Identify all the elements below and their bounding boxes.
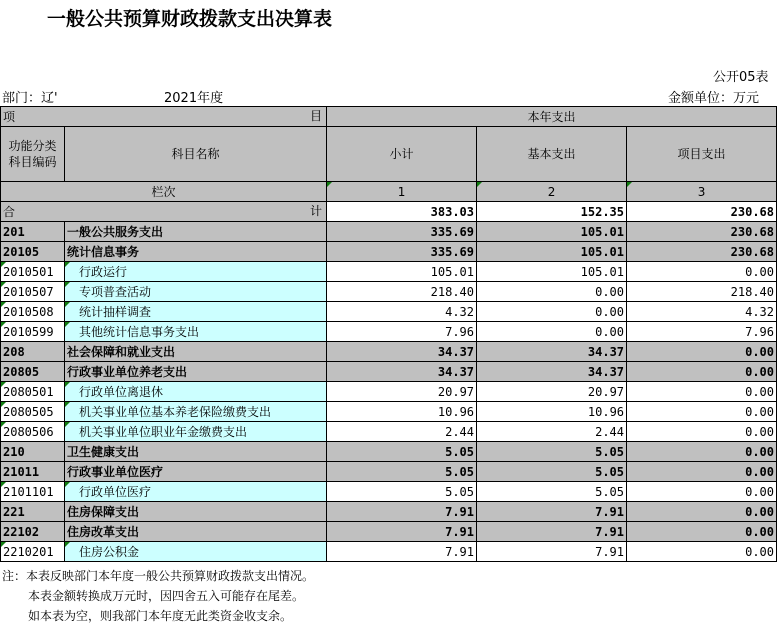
row-name: 专项普查活动 (65, 282, 327, 302)
column-order-2: 2 (477, 182, 627, 202)
row-basic: 105.01 (477, 262, 627, 282)
row-code: 221 (1, 502, 65, 522)
row-basic: 105.01 (477, 242, 627, 262)
header-row-2 (1, 127, 777, 182)
row-basic: 5.05 (477, 482, 627, 502)
note-3: 如本表为空，则我部门本年度无此类资金收支余。 (28, 609, 293, 623)
current-expense-header: 本年支出 (327, 107, 777, 127)
total-subtotal: 383.03 (327, 202, 477, 222)
row-project: 0.00 (627, 362, 777, 382)
row-project: 0.00 (627, 542, 777, 562)
row-subtotal: 2.44 (327, 422, 477, 442)
row-code: 2080501 (1, 382, 65, 402)
row-basic: 20.97 (477, 382, 627, 402)
page-title: 一般公共预算财政拨款支出决算表 (47, 8, 333, 30)
row-basic: 7.91 (477, 502, 627, 522)
row-code: 2010599 (1, 322, 65, 342)
row-name: 社会保障和就业支出 (65, 342, 327, 362)
row-subtotal: 335.69 (327, 222, 477, 242)
department-label: 部门：辽' (2, 91, 58, 106)
row-subtotal: 7.91 (327, 522, 477, 542)
row-subtotal: 7.96 (327, 322, 477, 342)
table-row (1, 522, 777, 542)
item-header-right: 目 (310, 109, 323, 123)
row-subtotal: 5.05 (327, 442, 477, 462)
row-subtotal: 4.32 (327, 302, 477, 322)
row-basic: 7.91 (477, 522, 627, 542)
row-subtotal: 5.05 (327, 462, 477, 482)
row-code: 21011 (1, 462, 65, 482)
row-name: 其他统计信息事务支出 (65, 322, 327, 342)
table-row (1, 222, 777, 242)
row-basic: 5.05 (477, 462, 627, 482)
form-number: 公开05表 (713, 70, 769, 85)
row-subtotal: 105.01 (327, 262, 477, 282)
row-name: 机关事业单位职业年金缴费支出 (65, 422, 327, 442)
row-project: 218.40 (627, 282, 777, 302)
row-basic: 5.05 (477, 442, 627, 462)
total-label-right: 计 (310, 204, 323, 218)
subtotal-column-header: 小计 (327, 127, 477, 182)
row-basic: 34.37 (477, 342, 627, 362)
row-basic: 0.00 (477, 282, 627, 302)
row-code: 210 (1, 442, 65, 462)
total-basic: 152.35 (477, 202, 627, 222)
table-row (1, 542, 777, 562)
row-name: 行政运行 (65, 262, 327, 282)
row-code: 208 (1, 342, 65, 362)
item-header-left: 项 (3, 109, 16, 124)
row-project: 230.68 (627, 222, 777, 242)
row-name: 行政单位医疗 (65, 482, 327, 502)
row-code: 2210201 (1, 542, 65, 562)
row-subtotal: 7.91 (327, 502, 477, 522)
expenditure-table (0, 106, 777, 562)
row-project: 0.00 (627, 382, 777, 402)
row-code: 201 (1, 222, 65, 242)
row-project: 4.32 (627, 302, 777, 322)
column-order-row (1, 182, 777, 202)
row-basic: 2.44 (477, 422, 627, 442)
table-row (1, 282, 777, 302)
row-basic: 0.00 (477, 322, 627, 342)
column-order-1: 1 (327, 182, 477, 202)
row-project: 230.68 (627, 242, 777, 262)
row-name: 行政单位离退休 (65, 382, 327, 402)
row-code: 2101101 (1, 482, 65, 502)
year-label: 2021年度 (164, 91, 224, 106)
row-name: 行政事业单位医疗 (65, 462, 327, 482)
row-code: 22102 (1, 522, 65, 542)
row-code: 2010508 (1, 302, 65, 322)
table-row (1, 402, 777, 422)
row-project: 0.00 (627, 262, 777, 282)
row-subtotal: 7.91 (327, 542, 477, 562)
row-project: 0.00 (627, 462, 777, 482)
row-code: 20805 (1, 362, 65, 382)
row-name: 行政事业单位养老支出 (65, 362, 327, 382)
notes (2, 566, 314, 626)
table-row (1, 322, 777, 342)
row-name: 统计抽样调查 (65, 302, 327, 322)
row-name: 卫生健康支出 (65, 442, 327, 462)
column-order-3: 3 (627, 182, 777, 202)
name-column-header: 科目名称 (65, 127, 327, 182)
row-basic: 34.37 (477, 362, 627, 382)
table-row (1, 482, 777, 502)
row-project: 7.96 (627, 322, 777, 342)
header-row-1 (1, 107, 777, 127)
total-row (1, 202, 777, 222)
unit-label: 金额单位：万元 (668, 91, 760, 106)
row-code: 2080506 (1, 422, 65, 442)
table-row (1, 262, 777, 282)
row-basic: 7.91 (477, 542, 627, 562)
row-name: 机关事业单位基本养老保险缴费支出 (65, 402, 327, 422)
total-project: 230.68 (627, 202, 777, 222)
row-code: 2080505 (1, 402, 65, 422)
row-subtotal: 20.97 (327, 382, 477, 402)
row-subtotal: 5.05 (327, 482, 477, 502)
row-code: 20105 (1, 242, 65, 262)
table-row (1, 462, 777, 482)
row-name: 一般公共服务支出 (65, 222, 327, 242)
row-basic: 10.96 (477, 402, 627, 422)
table-row (1, 502, 777, 522)
table-row (1, 382, 777, 402)
row-project: 0.00 (627, 402, 777, 422)
total-label-left: 合 (3, 204, 16, 219)
table-row (1, 242, 777, 262)
code-column-header: 功能分类 科目编码 (1, 127, 65, 182)
row-subtotal: 34.37 (327, 362, 477, 382)
column-order-label: 栏次 (1, 182, 327, 202)
row-subtotal: 34.37 (327, 342, 477, 362)
row-subtotal: 218.40 (327, 282, 477, 302)
row-basic: 0.00 (477, 302, 627, 322)
row-subtotal: 10.96 (327, 402, 477, 422)
row-project: 0.00 (627, 522, 777, 542)
row-name: 住房公积金 (65, 542, 327, 562)
row-project: 0.00 (627, 442, 777, 462)
table-row (1, 422, 777, 442)
row-code: 2010501 (1, 262, 65, 282)
row-project: 0.00 (627, 342, 777, 362)
row-name: 住房保障支出 (65, 502, 327, 522)
table-row (1, 362, 777, 382)
row-project: 0.00 (627, 482, 777, 502)
total-label (1, 202, 327, 222)
row-code: 2010507 (1, 282, 65, 302)
note-1: 注：本表反映部门本年度一般公共预算财政拨款支出情况。 (2, 569, 315, 583)
table-row (1, 302, 777, 322)
row-project: 0.00 (627, 422, 777, 442)
row-name: 统计信息事务 (65, 242, 327, 262)
table-row (1, 342, 777, 362)
row-subtotal: 335.69 (327, 242, 477, 262)
row-project: 0.00 (627, 502, 777, 522)
table-row (1, 442, 777, 462)
item-header (1, 107, 327, 127)
row-basic: 105.01 (477, 222, 627, 242)
note-2: 本表金额转换成万元时，因四舍五入可能存在尾差。 (28, 589, 305, 603)
project-column-header: 项目支出 (627, 127, 777, 182)
basic-column-header: 基本支出 (477, 127, 627, 182)
row-name: 住房改革支出 (65, 522, 327, 542)
